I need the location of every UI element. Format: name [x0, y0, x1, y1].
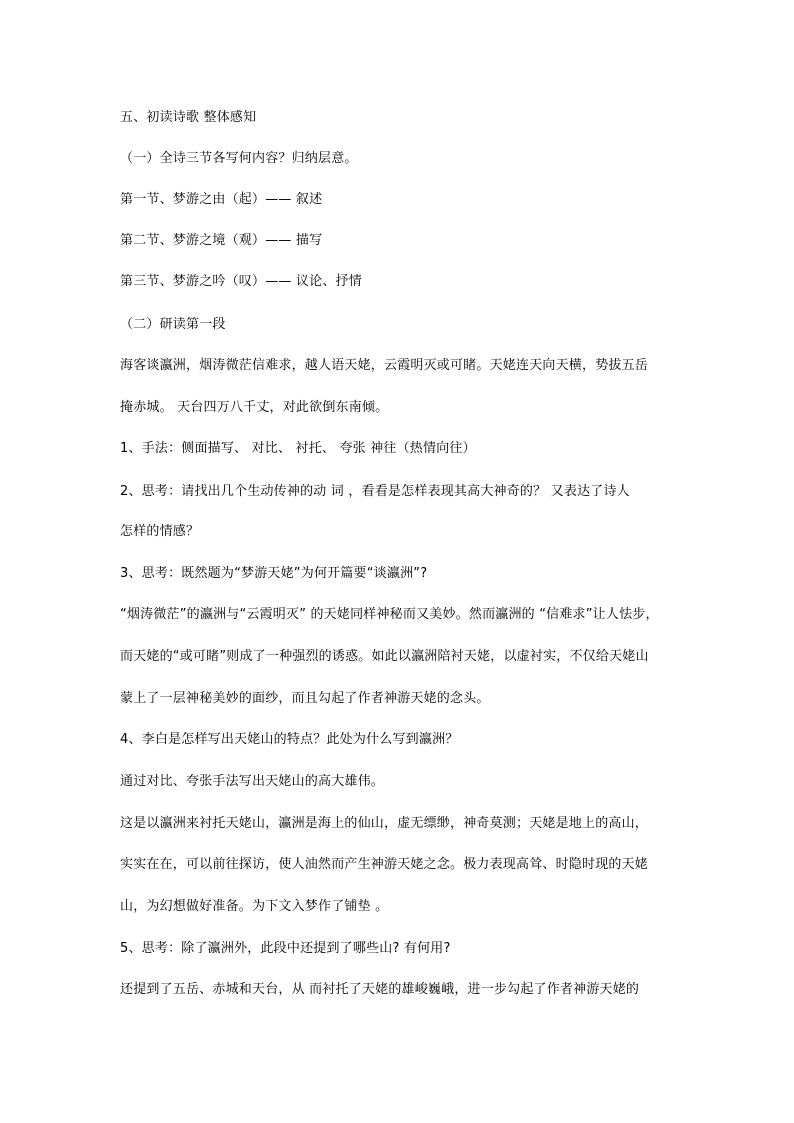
answer-line: 还提到了五岳、赤城和天台，从 而衬托了天姥的雄峻巍峨，进一步勾起了作者神游天姥的	[120, 982, 640, 997]
poem-text-line: 海客谈瀛洲，烟涛微茫信难求，越人语天姥，云霞明灭或可睹。天姥连天向天横，势拔五岳	[120, 358, 649, 373]
answer-line: 而天姥的“或可睹”则成了一种强烈的诱惑。如此以瀛洲陪衬天姥，以虚衬实，不仅给天姥山	[120, 649, 649, 664]
answer-line: 这是以瀛洲来衬托天姥山，瀛洲是海上的仙山，虚无缥缈，神奇莫测；天姥是地上的高山，	[120, 816, 649, 831]
subheading-part-one: （一）全诗三节各写何内容？归纳层意。	[120, 151, 358, 166]
answer-line: 通过对比、夸张手法写出天姥山的高大雄伟。	[120, 774, 385, 789]
answer-line: 山，为幻想做好准备。为下文入梦作了铺垫 。	[120, 899, 389, 914]
answer-line: 实实在在，可以前往探访，使人油然而产生神游天姥之念。极力表现高耸、时隐时现的天姥	[120, 857, 649, 872]
answer-line: 蒙上了一层神秘美妙的面纱，而且勾起了作者神游天姥的念头。	[120, 691, 490, 706]
text-line: 第三节、梦游之吟（叹）—— 议论、抒情	[120, 274, 362, 289]
text-line: 第一节、梦游之由（起）—— 叙述	[120, 192, 323, 207]
text-line: 第二节、梦游之境（观）—— 描写	[120, 233, 323, 248]
question-4: 4、李白是怎样写出天姥山的特点？此处为什么写到瀛洲？	[120, 732, 459, 747]
question-1: 1、手法：侧面描写、 对比、 衬托、 夸张 神往（热情向往）	[120, 441, 476, 456]
answer-line: “烟涛微茫”的瀛洲与“云霞明灭” 的天姥同样神秘而又美妙。然而瀛洲的 “信难求”让人怯步，	[120, 607, 659, 622]
poem-text-line: 掩赤城。 天台四万八千丈，对此欲倒东南倾。	[120, 400, 389, 415]
question-3: 3、思考：既然题为“梦游天姥”为何开篇要“谈瀛洲”?	[120, 566, 428, 581]
text-line: 怎样的情感？	[120, 524, 200, 539]
question-2: 2、思考：请找出几个生动传神的动 词 ，看看是怎样表现其高大神奇的？ 又表达了诗人	[120, 484, 630, 499]
section-heading: 五、初读诗歌 整体感知	[120, 110, 257, 125]
subheading-part-two: （二）研读第一段	[120, 317, 226, 332]
question-5: 5、思考：除了瀛洲外，此段中还提到了哪些山? 有何用?	[120, 941, 451, 956]
